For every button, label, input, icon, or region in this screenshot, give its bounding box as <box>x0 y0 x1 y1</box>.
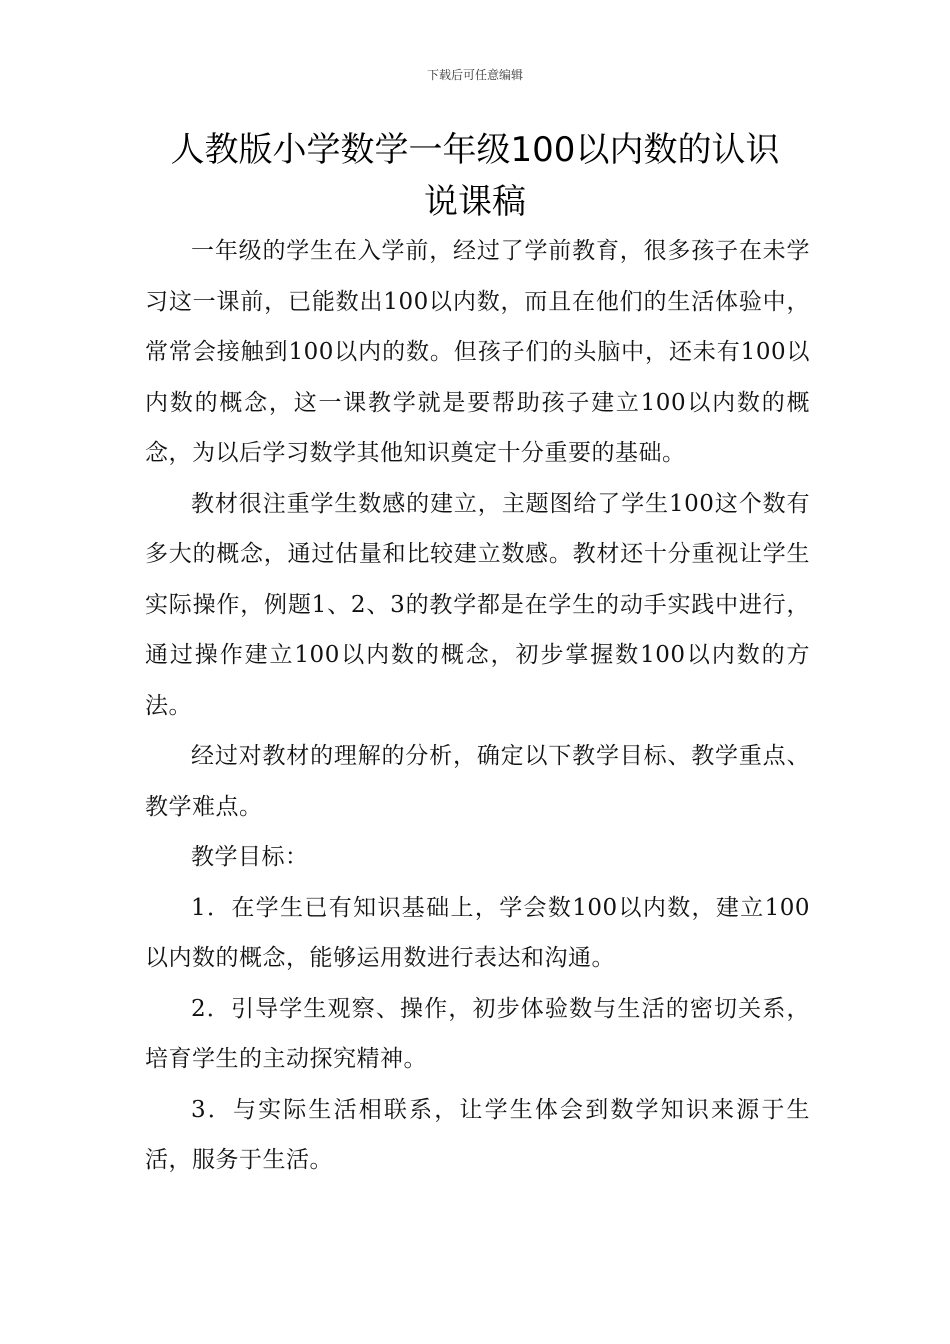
header-note: 下载后可任意编辑 <box>426 68 523 82</box>
paragraph-goal-3: 3．与实际生活相联系，让学生体会到数学知识来源于生活，服务于生活。 <box>145 1096 810 1173</box>
paragraph-textbook: 教材很注重学生数感的建立，主题图给了学生100这个数有多大的概念，通过估量和比较建立数感。教材还十分重视让学生实际操作，例题1、2、3的教学都是在学生的动手实践中进行，通过操作建立100以内数的概念，初步掌握数100以内数的方法。 <box>145 490 810 719</box>
paragraph-goal-1: 1．在学生已有知识基础上，学会数100以内数，建立100以内数的概念，能够运用数进行表达和沟通。 <box>145 894 810 971</box>
title-line-2: 说课稿 <box>424 182 526 222</box>
document-body <box>145 226 810 1186</box>
paragraph-goals-heading: 教学目标： <box>191 844 309 870</box>
paragraph-intro: 一年级的学生在入学前，经过了学前教育，很多孩子在未学习这一课前，已能数出100以内数，而且在他们的生活体验中，常常会接触到100以内的数。但孩子们的头脑中，还未有100以内数的概念，这一课教学就是要帮助孩子建立100以内数的概念，为以后学习数学其他知识奠定十分重要的基础。 <box>145 238 810 466</box>
paragraph-goal-2: 2．引导学生观察、操作，初步体验数与生活的密切关系，培育学生的主动探究精神。 <box>145 995 810 1072</box>
title-line-1: 人教版小学数学一年级100以内数的认识 <box>170 130 780 170</box>
paragraph-analysis: 经过对教材的理解的分析，确定以下教学目标、教学重点、教学难点。 <box>145 743 810 820</box>
document-title <box>90 124 860 228</box>
